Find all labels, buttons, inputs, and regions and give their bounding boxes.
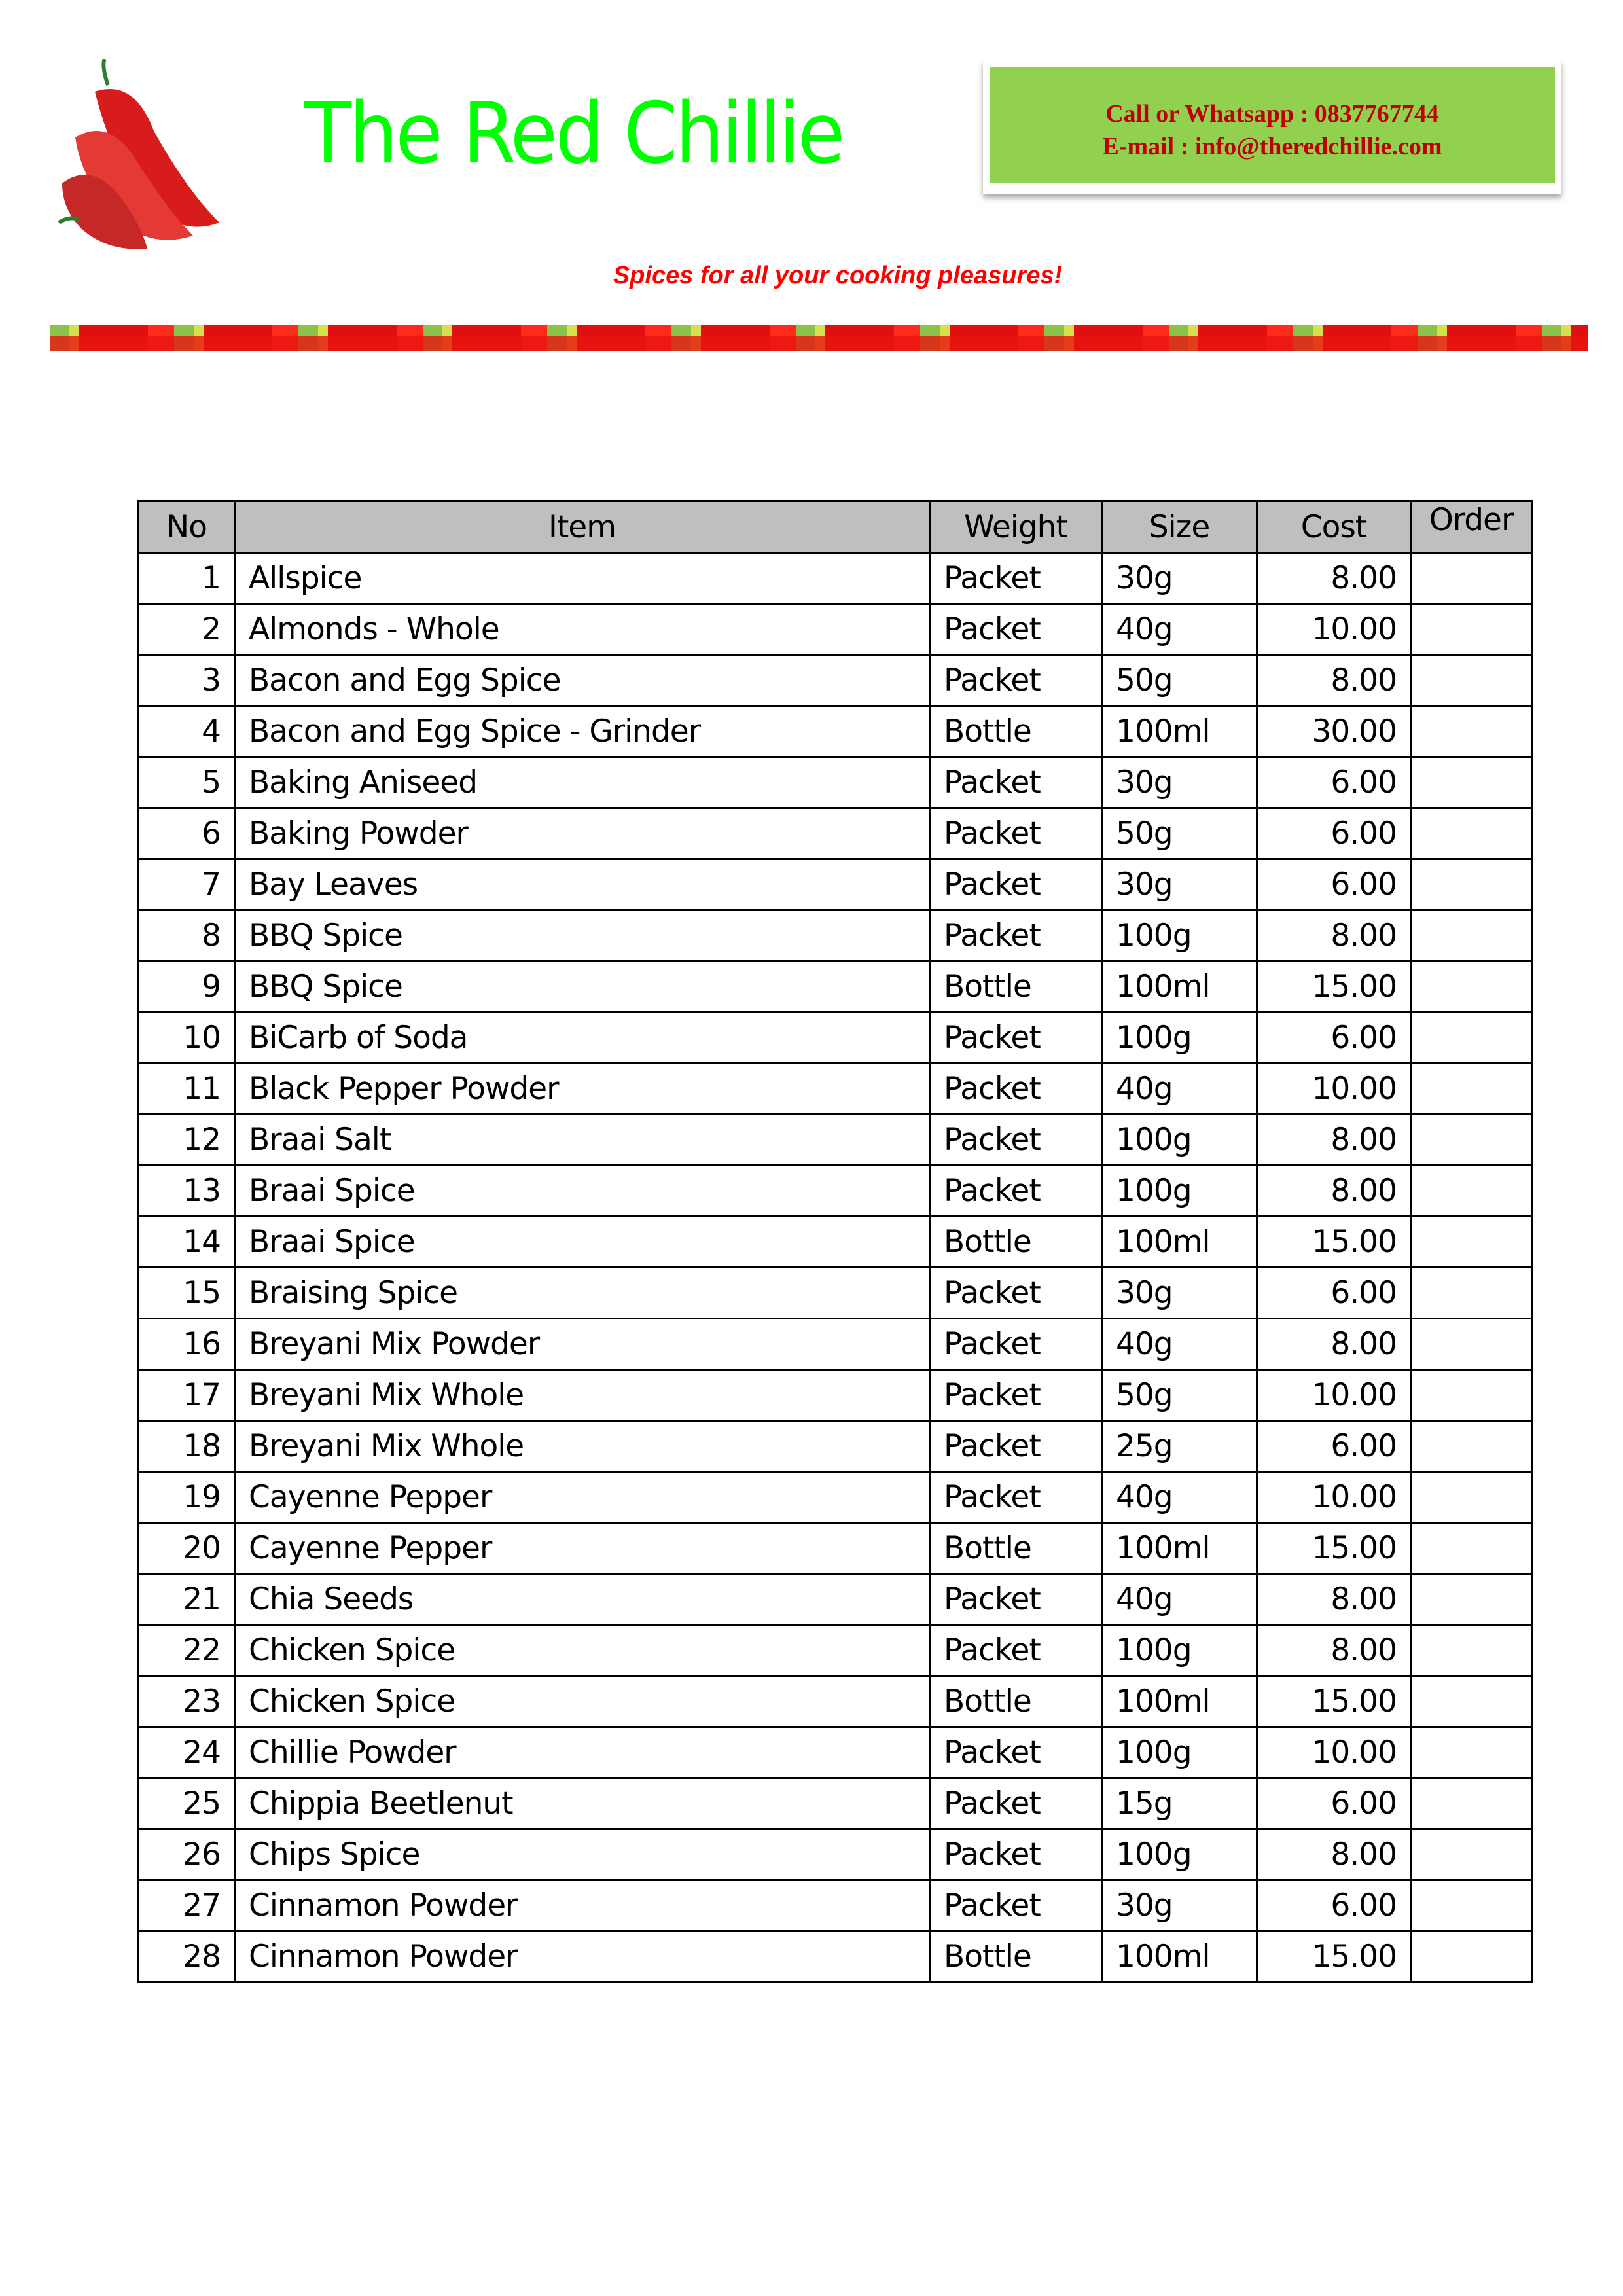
cell-order[interactable] xyxy=(1411,1727,1532,1778)
cell-item: Chicken Spice xyxy=(235,1625,930,1676)
cell-size: 100g xyxy=(1102,1115,1257,1166)
cell-no: 6 xyxy=(139,808,235,859)
cell-weight: Packet xyxy=(930,1370,1102,1421)
cell-order[interactable] xyxy=(1411,1421,1532,1472)
table-row xyxy=(139,1880,1532,1931)
table-row xyxy=(139,1472,1532,1523)
table-row xyxy=(139,553,1532,604)
cell-size: 25g xyxy=(1102,1421,1257,1472)
table-row xyxy=(139,1421,1532,1472)
cell-weight: Bottle xyxy=(930,961,1102,1013)
cell-order[interactable] xyxy=(1411,1319,1532,1370)
cell-weight: Packet xyxy=(930,1472,1102,1523)
cell-order[interactable] xyxy=(1411,1013,1532,1064)
cell-cost: 8.00 xyxy=(1257,1115,1411,1166)
header-cost: Cost xyxy=(1257,501,1411,553)
table-row xyxy=(139,1064,1532,1115)
cell-no: 23 xyxy=(139,1676,235,1727)
cell-item: Chippia Beetlenut xyxy=(235,1778,930,1829)
table-row xyxy=(139,706,1532,757)
table-row xyxy=(139,1931,1532,1982)
cell-cost: 15.00 xyxy=(1257,1676,1411,1727)
cell-weight: Bottle xyxy=(930,1217,1102,1268)
cell-no: 5 xyxy=(139,757,235,808)
table-header-row xyxy=(139,501,1532,553)
table-row xyxy=(139,1625,1532,1676)
cell-order[interactable] xyxy=(1411,1880,1532,1931)
cell-no: 12 xyxy=(139,1115,235,1166)
cell-weight: Packet xyxy=(930,808,1102,859)
cell-size: 50g xyxy=(1102,1370,1257,1421)
tagline: Spices for all your cooking pleasures! xyxy=(613,262,1063,289)
cell-size: 100g xyxy=(1102,1625,1257,1676)
cell-order[interactable] xyxy=(1411,706,1532,757)
cell-size: 50g xyxy=(1102,655,1257,706)
cell-size: 40g xyxy=(1102,1064,1257,1115)
cell-order[interactable] xyxy=(1411,1064,1532,1115)
table-row xyxy=(139,1268,1532,1319)
cell-cost: 10.00 xyxy=(1257,604,1411,655)
cell-size: 30g xyxy=(1102,1268,1257,1319)
cell-item: Cayenne Pepper xyxy=(235,1472,930,1523)
cell-no: 19 xyxy=(139,1472,235,1523)
cell-size: 100g xyxy=(1102,1727,1257,1778)
cell-no: 27 xyxy=(139,1880,235,1931)
cell-cost: 6.00 xyxy=(1257,1778,1411,1829)
cell-weight: Packet xyxy=(930,757,1102,808)
table-row xyxy=(139,604,1532,655)
header-order: Order xyxy=(1411,501,1532,553)
table-row xyxy=(139,1319,1532,1370)
cell-cost: 8.00 xyxy=(1257,655,1411,706)
cell-no: 22 xyxy=(139,1625,235,1676)
table-row xyxy=(139,1523,1532,1574)
cell-no: 2 xyxy=(139,604,235,655)
cell-item: Braising Spice xyxy=(235,1268,930,1319)
cell-no: 28 xyxy=(139,1931,235,1982)
cell-size: 100ml xyxy=(1102,1523,1257,1574)
cell-cost: 8.00 xyxy=(1257,1574,1411,1625)
chili-peppers-logo xyxy=(56,59,291,255)
contact-email: E-mail : info@theredchillie.com xyxy=(1102,133,1442,160)
cell-cost: 6.00 xyxy=(1257,757,1411,808)
cell-order[interactable] xyxy=(1411,1931,1532,1982)
cell-item: Cinnamon Powder xyxy=(235,1931,930,1982)
cell-order[interactable] xyxy=(1411,1829,1532,1880)
cell-size: 30g xyxy=(1102,757,1257,808)
cell-order[interactable] xyxy=(1411,1472,1532,1523)
cell-order[interactable] xyxy=(1411,604,1532,655)
cell-order[interactable] xyxy=(1411,1676,1532,1727)
cell-weight: Packet xyxy=(930,1115,1102,1166)
cell-no: 17 xyxy=(139,1370,235,1421)
price-list-table xyxy=(137,500,1533,1983)
cell-size: 15g xyxy=(1102,1778,1257,1829)
brand-title: The Red Chillie xyxy=(304,85,843,183)
cell-order[interactable] xyxy=(1411,1166,1532,1217)
cell-order[interactable] xyxy=(1411,1115,1532,1166)
cell-size: 30g xyxy=(1102,859,1257,910)
cell-size: 50g xyxy=(1102,808,1257,859)
cell-size: 100g xyxy=(1102,910,1257,961)
cell-order[interactable] xyxy=(1411,808,1532,859)
cell-no: 13 xyxy=(139,1166,235,1217)
cell-size: 30g xyxy=(1102,1880,1257,1931)
cell-item: Black Pepper Powder xyxy=(235,1064,930,1115)
cell-order[interactable] xyxy=(1411,1523,1532,1574)
cell-size: 40g xyxy=(1102,1574,1257,1625)
cell-weight: Packet xyxy=(930,1319,1102,1370)
cell-no: 24 xyxy=(139,1727,235,1778)
cell-size: 100g xyxy=(1102,1166,1257,1217)
table-row xyxy=(139,1166,1532,1217)
table-row xyxy=(139,655,1532,706)
cell-no: 11 xyxy=(139,1064,235,1115)
cell-weight: Packet xyxy=(930,553,1102,604)
cell-weight: Packet xyxy=(930,1421,1102,1472)
cell-item: Baking Powder xyxy=(235,808,930,859)
table-row xyxy=(139,1727,1532,1778)
cell-cost: 6.00 xyxy=(1257,1880,1411,1931)
cell-weight: Bottle xyxy=(930,1676,1102,1727)
cell-cost: 6.00 xyxy=(1257,808,1411,859)
cell-no: 9 xyxy=(139,961,235,1013)
cell-cost: 8.00 xyxy=(1257,1625,1411,1676)
cell-weight: Packet xyxy=(930,910,1102,961)
table-row xyxy=(139,1370,1532,1421)
cell-cost: 6.00 xyxy=(1257,1013,1411,1064)
cell-item: Baking Aniseed xyxy=(235,757,930,808)
contact-phone: Call or Whatsapp : 0837767744 xyxy=(1105,100,1439,128)
cell-no: 4 xyxy=(139,706,235,757)
cell-cost: 6.00 xyxy=(1257,1421,1411,1472)
cell-no: 16 xyxy=(139,1319,235,1370)
cell-no: 7 xyxy=(139,859,235,910)
cell-weight: Packet xyxy=(930,604,1102,655)
header-no: No xyxy=(139,501,235,553)
cell-cost: 6.00 xyxy=(1257,1268,1411,1319)
cell-size: 100ml xyxy=(1102,961,1257,1013)
cell-order[interactable] xyxy=(1411,859,1532,910)
cell-no: 26 xyxy=(139,1829,235,1880)
cell-item: Cayenne Pepper xyxy=(235,1523,930,1574)
table-row xyxy=(139,808,1532,859)
table-row xyxy=(139,1013,1532,1064)
cell-no: 21 xyxy=(139,1574,235,1625)
cell-cost: 8.00 xyxy=(1257,1166,1411,1217)
cell-item: Chips Spice xyxy=(235,1829,930,1880)
cell-cost: 6.00 xyxy=(1257,859,1411,910)
cell-weight: Packet xyxy=(930,1268,1102,1319)
cell-item: Chillie Powder xyxy=(235,1727,930,1778)
cell-order[interactable] xyxy=(1411,757,1532,808)
cell-order[interactable] xyxy=(1411,910,1532,961)
cell-item: Breyani Mix Powder xyxy=(235,1319,930,1370)
cell-weight: Bottle xyxy=(930,706,1102,757)
cell-size: 100ml xyxy=(1102,706,1257,757)
header-item: Item xyxy=(235,501,930,553)
table-row xyxy=(139,1829,1532,1880)
cell-no: 8 xyxy=(139,910,235,961)
cell-cost: 8.00 xyxy=(1257,553,1411,604)
cell-weight: Packet xyxy=(930,1064,1102,1115)
cell-size: 100ml xyxy=(1102,1931,1257,1982)
cell-size: 40g xyxy=(1102,1472,1257,1523)
table-row xyxy=(139,1217,1532,1268)
cell-item: BiCarb of Soda xyxy=(235,1013,930,1064)
cell-order[interactable] xyxy=(1411,655,1532,706)
cell-item: Breyani Mix Whole xyxy=(235,1421,930,1472)
cell-item: BBQ Spice xyxy=(235,961,930,1013)
cell-weight: Packet xyxy=(930,1829,1102,1880)
cell-item: Chia Seeds xyxy=(235,1574,930,1625)
contact-box xyxy=(983,60,1561,194)
cell-cost: 8.00 xyxy=(1257,910,1411,961)
table-row xyxy=(139,1574,1532,1625)
cell-cost: 15.00 xyxy=(1257,1931,1411,1982)
cell-cost: 15.00 xyxy=(1257,1217,1411,1268)
cell-cost: 10.00 xyxy=(1257,1472,1411,1523)
table-row xyxy=(139,961,1532,1013)
cell-weight: Packet xyxy=(930,1727,1102,1778)
cell-cost: 8.00 xyxy=(1257,1829,1411,1880)
cell-item: Almonds - Whole xyxy=(235,604,930,655)
cell-size: 30g xyxy=(1102,553,1257,604)
cell-no: 25 xyxy=(139,1778,235,1829)
cell-size: 100g xyxy=(1102,1013,1257,1064)
header-size: Size xyxy=(1102,501,1257,553)
table-row xyxy=(139,757,1532,808)
cell-weight: Packet xyxy=(930,1013,1102,1064)
cell-no: 15 xyxy=(139,1268,235,1319)
cell-item: Braai Spice xyxy=(235,1217,930,1268)
cell-no: 20 xyxy=(139,1523,235,1574)
cell-order[interactable] xyxy=(1411,1268,1532,1319)
decorative-banner xyxy=(50,325,1588,351)
cell-item: Cinnamon Powder xyxy=(235,1880,930,1931)
cell-cost: 10.00 xyxy=(1257,1727,1411,1778)
cell-weight: Packet xyxy=(930,1778,1102,1829)
cell-no: 1 xyxy=(139,553,235,604)
cell-weight: Packet xyxy=(930,1166,1102,1217)
table-row xyxy=(139,859,1532,910)
cell-item: BBQ Spice xyxy=(235,910,930,961)
cell-cost: 30.00 xyxy=(1257,706,1411,757)
cell-cost: 15.00 xyxy=(1257,1523,1411,1574)
cell-size: 100ml xyxy=(1102,1676,1257,1727)
cell-order[interactable] xyxy=(1411,1217,1532,1268)
header-weight: Weight xyxy=(930,501,1102,553)
cell-weight: Packet xyxy=(930,655,1102,706)
cell-item: Bacon and Egg Spice - Grinder xyxy=(235,706,930,757)
cell-weight: Packet xyxy=(930,1574,1102,1625)
cell-item: Chicken Spice xyxy=(235,1676,930,1727)
cell-cost: 8.00 xyxy=(1257,1319,1411,1370)
cell-weight: Packet xyxy=(930,1625,1102,1676)
cell-item: Braai Spice xyxy=(235,1166,930,1217)
cell-no: 14 xyxy=(139,1217,235,1268)
table-row xyxy=(139,1115,1532,1166)
table-row xyxy=(139,910,1532,961)
table-row xyxy=(139,1676,1532,1727)
cell-weight: Packet xyxy=(930,859,1102,910)
table-row xyxy=(139,1778,1532,1829)
cell-order[interactable] xyxy=(1411,961,1532,1013)
cell-no: 18 xyxy=(139,1421,235,1472)
cell-order[interactable] xyxy=(1411,553,1532,604)
cell-item: Allspice xyxy=(235,553,930,604)
cell-cost: 10.00 xyxy=(1257,1064,1411,1115)
cell-cost: 15.00 xyxy=(1257,961,1411,1013)
cell-cost: 10.00 xyxy=(1257,1370,1411,1421)
cell-item: Bay Leaves xyxy=(235,859,930,910)
cell-order[interactable] xyxy=(1411,1370,1532,1421)
cell-size: 100ml xyxy=(1102,1217,1257,1268)
cell-item: Bacon and Egg Spice xyxy=(235,655,930,706)
cell-weight: Bottle xyxy=(930,1523,1102,1574)
cell-weight: Packet xyxy=(930,1880,1102,1931)
cell-size: 100g xyxy=(1102,1829,1257,1880)
cell-order[interactable] xyxy=(1411,1625,1532,1676)
cell-item: Breyani Mix Whole xyxy=(235,1370,930,1421)
cell-item: Braai Salt xyxy=(235,1115,930,1166)
cell-no: 10 xyxy=(139,1013,235,1064)
cell-order[interactable] xyxy=(1411,1778,1532,1829)
cell-no: 3 xyxy=(139,655,235,706)
cell-size: 40g xyxy=(1102,604,1257,655)
cell-weight: Bottle xyxy=(930,1931,1102,1982)
cell-size: 40g xyxy=(1102,1319,1257,1370)
cell-order[interactable] xyxy=(1411,1574,1532,1625)
